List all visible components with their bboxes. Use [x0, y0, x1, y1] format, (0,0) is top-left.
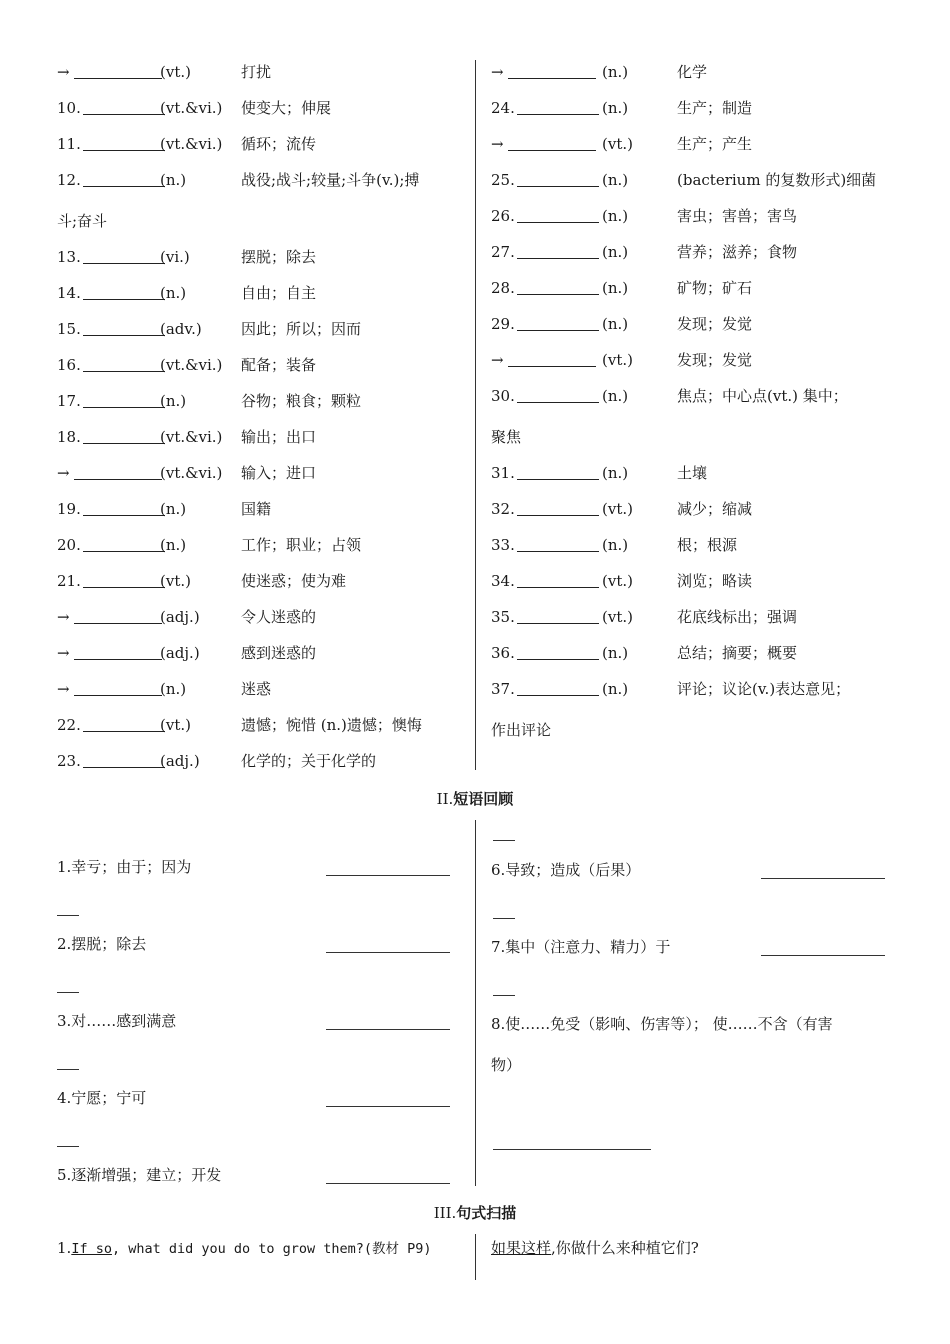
vocab-row	[57, 281, 317, 305]
phrase-answer-line	[326, 1106, 450, 1107]
vocab-number: 33.	[491, 536, 515, 554]
vocab-row	[57, 245, 317, 269]
sentence-1-rest: , what did you do to grow them?(教材 P9)	[111, 1241, 432, 1257]
part-of-speech: (n.)	[602, 243, 629, 261]
section-2-heading: 短语回顾	[453, 790, 514, 808]
meaning: 使变大；伸展	[241, 99, 332, 117]
phrase-answer-line	[761, 955, 885, 956]
phrase-answer-line-wrap	[57, 915, 79, 916]
part-of-speech: (vt.&vi.)	[160, 135, 223, 153]
part-of-speech: (vt.)	[602, 608, 633, 626]
phrase-item: 4.宁愿；宁可	[57, 1089, 147, 1107]
vocab-row	[491, 132, 753, 156]
phrase-answer-line-wrap	[57, 1069, 79, 1070]
answer-blank	[508, 136, 596, 151]
answer-blank	[517, 681, 599, 696]
vocab-row	[491, 348, 753, 372]
phrase-item: 8.使……免受（影响、伤害等）； 使……不含（有害	[491, 1015, 833, 1033]
vocab-number: 17.	[57, 392, 81, 410]
answer-blank	[508, 352, 596, 367]
answer-blank	[83, 717, 165, 732]
meaning: 矿物；矿石	[677, 279, 753, 297]
answer-blank	[517, 280, 599, 295]
answer-blank	[517, 388, 599, 403]
answer-blank	[517, 100, 599, 115]
part-of-speech: (adv.)	[160, 320, 202, 338]
meaning: 减少；缩减	[677, 500, 753, 518]
part-of-speech: (n.)	[602, 171, 629, 189]
part-of-speech: (n.)	[160, 392, 187, 410]
meaning: 浏览；略读	[677, 572, 753, 590]
vocab-row	[491, 240, 798, 264]
vocab-number: 15.	[57, 320, 81, 338]
part-of-speech: (n.)	[602, 644, 629, 662]
phrase-answer-line-wrap	[493, 840, 515, 841]
phrase-answer-line	[326, 952, 450, 953]
vocab-row	[491, 533, 738, 557]
vocab-row	[57, 132, 317, 156]
meaning: 使迷惑；使为难	[241, 572, 347, 590]
answer-blank	[517, 465, 599, 480]
part-of-speech: (vt.)	[160, 572, 191, 590]
vocab-number: 12.	[57, 171, 81, 189]
part-of-speech: (n.)	[602, 99, 629, 117]
phrase-answer-line	[761, 878, 885, 879]
part-of-speech: (vt.)	[160, 63, 191, 81]
answer-blank	[74, 465, 162, 480]
vocab-row	[57, 605, 317, 629]
vocab-number: →	[491, 351, 504, 369]
vocab-row	[491, 60, 708, 84]
part-of-speech: (n.)	[160, 680, 187, 698]
answer-blank	[74, 645, 162, 660]
answer-blank	[517, 573, 599, 588]
phrase-answer-line-wrap	[57, 1146, 79, 1147]
phrase-answer-line-wrap	[493, 918, 515, 919]
meaning: 国籍	[241, 500, 272, 518]
part-of-speech: (vt.)	[160, 716, 191, 734]
meaning: 生产；制造	[677, 99, 753, 117]
part-of-speech: (n.)	[602, 680, 629, 698]
meaning: 评论；议论(v.)表达意见；	[677, 680, 851, 698]
phrase-answer-line-wrap	[493, 995, 515, 996]
answer-blank	[83, 285, 165, 300]
meaning: 根；根源	[677, 536, 738, 554]
vocab-number: 16.	[57, 356, 81, 374]
answer-blank	[83, 573, 165, 588]
part-of-speech: (n.)	[602, 464, 629, 482]
vocab-number: 35.	[491, 608, 515, 626]
part-of-speech: (n.)	[602, 536, 629, 554]
sentence-1-zh-key-phrase: 如果这样	[491, 1239, 552, 1257]
vocab-row	[491, 276, 753, 300]
phrase-item: 6.导致；造成（后果）	[491, 861, 641, 879]
answer-blank	[83, 501, 165, 516]
vocab-row	[491, 204, 798, 228]
meaning: 因此；所以；因而	[241, 320, 362, 338]
meaning: 害虫；害兽；害鸟	[677, 207, 798, 225]
vocab-row	[57, 389, 362, 413]
vocab-number: 30.	[491, 387, 515, 405]
vocab-number: 22.	[57, 716, 81, 734]
part-of-speech: (n.)	[602, 279, 629, 297]
meaning: 发现；发觉	[677, 351, 753, 369]
vocab-number: →	[57, 680, 70, 698]
vocab-number: 29.	[491, 315, 515, 333]
section-3-roman: III.	[433, 1204, 457, 1222]
part-of-speech: (n.)	[602, 207, 629, 225]
meaning-continued: 聚焦	[491, 428, 522, 446]
meaning: 摆脱；除去	[241, 248, 317, 266]
part-of-speech: (vt.)	[602, 135, 633, 153]
meaning: (bacterium 的复数形式)细菌	[677, 171, 877, 189]
vocab-row	[491, 641, 798, 665]
answer-blank	[83, 321, 165, 336]
answer-blank	[517, 208, 599, 223]
vocab-number: 31.	[491, 464, 515, 482]
vocab-row	[57, 497, 272, 521]
vocab-row	[57, 461, 317, 485]
vocab-number: 19.	[57, 500, 81, 518]
vocab-number: →	[57, 608, 70, 626]
vocab-number: 34.	[491, 572, 515, 590]
sentence-1-english	[57, 1236, 432, 1261]
column-divider-bottom	[475, 1234, 476, 1280]
sentence-1-zh-rest: ,你做什么来种植它们?	[551, 1239, 699, 1257]
vocab-number: 11.	[57, 135, 81, 153]
vocab-row	[57, 677, 272, 701]
meaning: 输入；进口	[241, 464, 317, 482]
answer-blank	[74, 681, 162, 696]
answer-blank	[517, 609, 599, 624]
answer-blank	[83, 753, 165, 768]
phrase-answer-line	[326, 875, 450, 876]
meaning: 焦点；中心点(vt.) 集中；	[677, 387, 848, 405]
vocab-number: 25.	[491, 171, 515, 189]
answer-blank	[74, 64, 162, 79]
vocab-number: 37.	[491, 680, 515, 698]
phrase-answer-line-wrap	[57, 992, 79, 993]
answer-blank	[83, 172, 165, 187]
meaning: 工作；职业；占领	[241, 536, 362, 554]
meaning: 打扰	[241, 63, 272, 81]
part-of-speech: (n.)	[160, 284, 187, 302]
answer-blank	[83, 537, 165, 552]
column-divider-top	[475, 60, 476, 770]
vocab-number: 26.	[491, 207, 515, 225]
answer-blank	[508, 64, 596, 79]
meaning: 循环；流传	[241, 135, 317, 153]
meaning: 生产；产生	[677, 135, 753, 153]
vocab-row	[491, 569, 753, 593]
part-of-speech: (vt.&vi.)	[160, 99, 223, 117]
vocab-row	[57, 425, 317, 449]
vocab-row	[57, 317, 362, 341]
phrase-item-continued: 物）	[491, 1056, 522, 1074]
answer-blank	[83, 136, 165, 151]
meaning: 谷物；粮食；颗粒	[241, 392, 362, 410]
meaning: 营养；滋养；食物	[677, 243, 798, 261]
vocab-row	[491, 461, 708, 485]
part-of-speech: (n.)	[160, 500, 187, 518]
phrase-answer-line	[326, 1029, 450, 1030]
vocab-number: →	[57, 464, 70, 482]
vocab-row	[57, 96, 332, 120]
part-of-speech: (n.)	[160, 171, 187, 189]
part-of-speech: (n.)	[602, 63, 629, 81]
answer-blank	[83, 393, 165, 408]
vocab-row	[491, 96, 753, 120]
meaning: 感到迷惑的	[241, 644, 317, 662]
part-of-speech: (vi.)	[160, 248, 190, 266]
vocab-number: 28.	[491, 279, 515, 297]
section-2-title	[0, 788, 950, 809]
vocab-row	[57, 168, 420, 192]
vocab-number: 10.	[57, 99, 81, 117]
answer-blank	[517, 172, 599, 187]
meaning: 迷惑	[241, 680, 272, 698]
vocab-row	[57, 353, 317, 377]
vocab-number: 23.	[57, 752, 81, 770]
meaning: 遗憾；惋惜 (n.)遗憾；懊悔	[241, 716, 422, 734]
part-of-speech: (vt.&vi.)	[160, 356, 223, 374]
vocab-number: →	[57, 63, 70, 81]
vocab-row	[491, 312, 753, 336]
answer-blank	[517, 244, 599, 259]
vocab-number: 18.	[57, 428, 81, 446]
part-of-speech: (vt.)	[602, 500, 633, 518]
column-divider-middle	[475, 820, 476, 1186]
vocab-number: 20.	[57, 536, 81, 554]
section-3-heading: 句式扫描	[456, 1204, 517, 1222]
phrase-item: 3.对……感到满意	[57, 1012, 177, 1030]
vocab-row	[491, 605, 798, 629]
vocab-row	[57, 749, 377, 773]
part-of-speech: (vt.&vi.)	[160, 464, 223, 482]
answer-blank	[74, 609, 162, 624]
phrase-item: 2.摆脱；除去	[57, 935, 147, 953]
part-of-speech: (n.)	[160, 536, 187, 554]
meaning: 化学	[677, 63, 708, 81]
vocab-number: 13.	[57, 248, 81, 266]
answer-blank	[517, 501, 599, 516]
part-of-speech: (n.)	[602, 315, 629, 333]
vocab-number: 27.	[491, 243, 515, 261]
sentence-1-chinese	[491, 1236, 699, 1260]
vocab-row	[57, 713, 422, 737]
phrase-answer-line	[493, 1149, 651, 1150]
meaning-continued: 斗;奋斗	[57, 212, 108, 230]
vocab-number: 21.	[57, 572, 81, 590]
sentence-1-number: 1.	[57, 1239, 72, 1257]
meaning: 战役;战斗;较量;斗争(v.);搏	[241, 171, 420, 189]
phrase-answer-line	[326, 1183, 450, 1184]
part-of-speech: (vt.&vi.)	[160, 428, 223, 446]
vocab-row	[57, 533, 362, 557]
section-3-title	[0, 1202, 950, 1223]
meaning: 土壤	[677, 464, 708, 482]
meaning: 令人迷惑的	[241, 608, 317, 626]
meaning: 发现；发觉	[677, 315, 753, 333]
phrase-item: 1.幸亏；由于；因为	[57, 858, 192, 876]
meaning: 花底线标出；强调	[677, 608, 798, 626]
vocab-number: →	[491, 63, 504, 81]
part-of-speech: (adj.)	[160, 608, 200, 626]
part-of-speech: (n.)	[602, 387, 629, 405]
vocab-number: 24.	[491, 99, 515, 117]
phrase-item: 7.集中（注意力、精力）于	[491, 938, 671, 956]
sentence-1-key-phrase: If so	[71, 1241, 112, 1257]
vocab-number: →	[57, 644, 70, 662]
meaning: 配备；装备	[241, 356, 317, 374]
part-of-speech: (vt.)	[602, 351, 633, 369]
answer-blank	[83, 100, 165, 115]
vocab-row	[491, 677, 851, 701]
answer-blank	[517, 645, 599, 660]
part-of-speech: (vt.)	[602, 572, 633, 590]
answer-blank	[517, 316, 599, 331]
vocab-row	[491, 497, 753, 521]
meaning: 输出；出口	[241, 428, 317, 446]
vocab-row	[57, 569, 347, 593]
vocab-row	[491, 168, 877, 192]
vocab-number: 36.	[491, 644, 515, 662]
vocab-row	[57, 641, 317, 665]
answer-blank	[517, 537, 599, 552]
vocab-row	[57, 60, 272, 84]
meaning: 自由；自主	[241, 284, 317, 302]
section-2-roman: II.	[436, 790, 454, 808]
answer-blank	[83, 357, 165, 372]
meaning-continued: 作出评论	[491, 721, 552, 739]
vocab-number: 32.	[491, 500, 515, 518]
answer-blank	[83, 429, 165, 444]
part-of-speech: (adj.)	[160, 644, 200, 662]
meaning: 总结；摘要；概要	[677, 644, 798, 662]
vocab-row	[491, 384, 848, 408]
meaning: 化学的；关于化学的	[241, 752, 377, 770]
vocab-number: →	[491, 135, 504, 153]
part-of-speech: (adj.)	[160, 752, 200, 770]
answer-blank	[83, 249, 165, 264]
vocab-number: 14.	[57, 284, 81, 302]
phrase-item: 5.逐渐增强；建立；开发	[57, 1166, 222, 1184]
